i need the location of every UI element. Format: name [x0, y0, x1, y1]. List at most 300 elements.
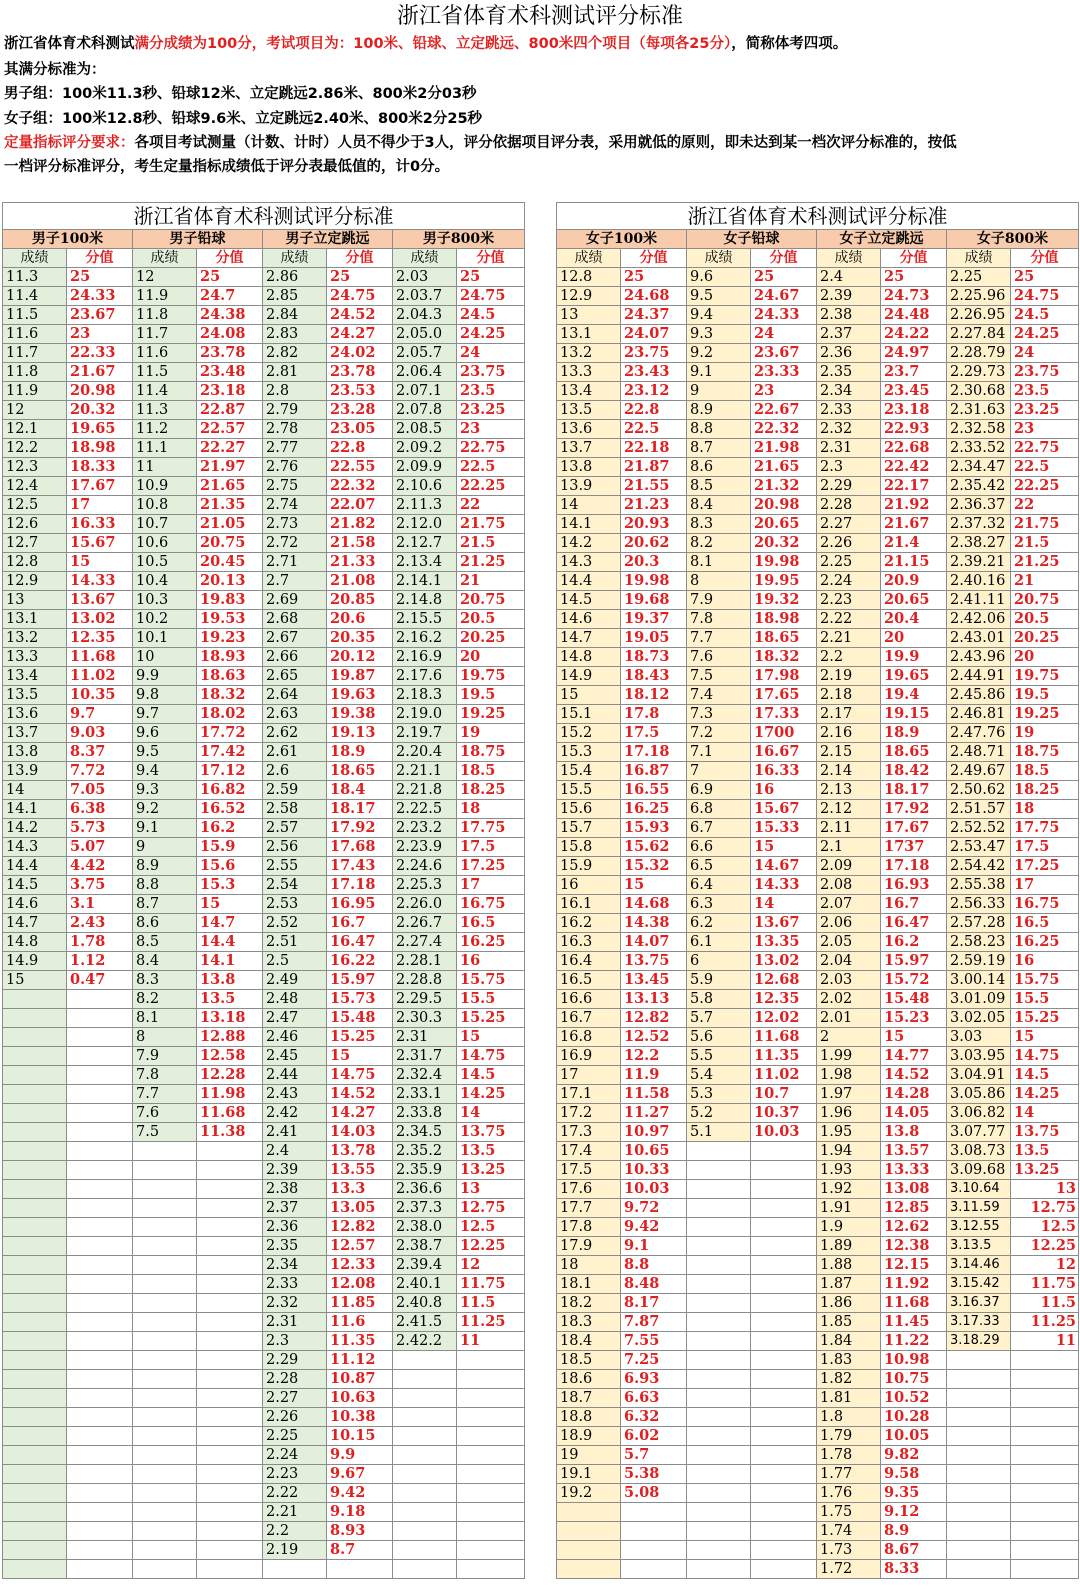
grade-cell: 17.6: [557, 1180, 621, 1199]
grade-cell: 7: [687, 762, 751, 781]
grade-cell: 2.3: [817, 458, 881, 477]
female-legend-row: [557, 249, 1079, 268]
grade-cell: 2.28.1: [393, 952, 457, 971]
score-cell: 15: [327, 1047, 393, 1066]
score-cell: 23.78: [327, 363, 393, 382]
grade-cell: 5.5: [687, 1047, 751, 1066]
score-cell: 22.68: [881, 439, 947, 458]
score-cell: 24.67: [751, 287, 817, 306]
grade-cell: [3, 1180, 67, 1199]
grade-cell: 15.9: [557, 857, 621, 876]
score-cell: 17.92: [327, 819, 393, 838]
score-cell: 4.42: [67, 857, 133, 876]
grade-cell: [557, 1522, 621, 1541]
grade-cell: 2.7: [263, 572, 327, 591]
grade-cell: 2.42.06: [947, 610, 1011, 629]
score-cell: 13.3: [327, 1180, 393, 1199]
grade-cell: 13.8: [557, 458, 621, 477]
grade-column-header: 成绩: [133, 249, 197, 268]
grade-cell: 2.40.1: [393, 1275, 457, 1294]
table-row: [557, 1446, 1079, 1465]
table-row: [3, 1503, 525, 1522]
score-cell: 17: [457, 876, 525, 895]
score-cell: 21.25: [1011, 553, 1079, 572]
grade-cell: 2.36.37: [947, 496, 1011, 515]
score-cell: 9.03: [67, 724, 133, 743]
score-cell: 11.25: [1011, 1313, 1079, 1332]
score-cell: 24.7: [197, 287, 263, 306]
score-cell: [67, 1446, 133, 1465]
score-cell: 22.93: [881, 420, 947, 439]
table-row: [3, 1332, 525, 1351]
score-cell: 20.75: [1011, 591, 1079, 610]
grade-cell: [3, 1332, 67, 1351]
table-row: [3, 933, 525, 952]
score-cell: 25: [881, 268, 947, 287]
score-cell: 15.9: [197, 838, 263, 857]
score-cell: 6.02: [621, 1427, 687, 1446]
score-cell: [67, 1180, 133, 1199]
score-cell: [751, 1237, 817, 1256]
score-cell: [1011, 1560, 1079, 1579]
grade-cell: 15: [557, 686, 621, 705]
grade-cell: [947, 1465, 1011, 1484]
score-cell: [197, 1446, 263, 1465]
score-cell: 17.75: [1011, 819, 1079, 838]
grade-cell: 3.00.14: [947, 971, 1011, 990]
grade-cell: 14.2: [557, 534, 621, 553]
score-cell: 1.78: [67, 933, 133, 952]
grade-cell: 2.6: [263, 762, 327, 781]
grade-cell: 14.4: [3, 857, 67, 876]
grade-cell: 3.03: [947, 1028, 1011, 1047]
score-cell: [457, 1541, 525, 1560]
score-cell: 8.67: [881, 1541, 947, 1560]
grade-cell: 2.22: [263, 1484, 327, 1503]
grade-cell: 8.5: [687, 477, 751, 496]
score-cell: 23.67: [751, 344, 817, 363]
score-column-header: 分值: [327, 249, 393, 268]
grade-cell: 6.3: [687, 895, 751, 914]
grade-cell: 10.5: [133, 553, 197, 572]
score-cell: 11.92: [881, 1275, 947, 1294]
grade-cell: 2.43.96: [947, 648, 1011, 667]
grade-cell: [133, 1332, 197, 1351]
grade-cell: 10.2: [133, 610, 197, 629]
grade-cell: 2.62: [263, 724, 327, 743]
table-row: [557, 1218, 1079, 1237]
grade-cell: 3.01.09: [947, 990, 1011, 1009]
score-cell: 19.4: [881, 686, 947, 705]
grade-cell: 2.43: [263, 1085, 327, 1104]
grade-cell: 2.81: [263, 363, 327, 382]
grade-cell: 9.1: [687, 363, 751, 382]
score-cell: [197, 1351, 263, 1370]
grade-cell: [133, 1446, 197, 1465]
grade-cell: 2.59.19: [947, 952, 1011, 971]
score-cell: 23.45: [881, 382, 947, 401]
score-cell: 18.43: [621, 667, 687, 686]
score-cell: 20.65: [881, 591, 947, 610]
score-cell: [197, 1389, 263, 1408]
grade-cell: 9.7: [133, 705, 197, 724]
grade-cell: 9.4: [133, 762, 197, 781]
grade-cell: 3.08.73: [947, 1142, 1011, 1161]
score-cell: 15.72: [881, 971, 947, 990]
female-event-header: 女子800米: [947, 230, 1079, 249]
score-cell: 22: [1011, 496, 1079, 515]
score-cell: [751, 1522, 817, 1541]
grade-cell: 8: [133, 1028, 197, 1047]
grade-cell: 1.87: [817, 1275, 881, 1294]
score-cell: 23.7: [881, 363, 947, 382]
grade-cell: 3.03.95: [947, 1047, 1011, 1066]
grade-cell: 18.1: [557, 1275, 621, 1294]
score-cell: 13.67: [67, 591, 133, 610]
grade-cell: 7.5: [687, 667, 751, 686]
grade-cell: 2.33: [817, 401, 881, 420]
grade-cell: 8.1: [133, 1009, 197, 1028]
grade-cell: 7.5: [133, 1123, 197, 1142]
score-cell: 22.87: [197, 401, 263, 420]
score-cell: 25: [621, 268, 687, 287]
grade-cell: 14.7: [3, 914, 67, 933]
grade-cell: 3.17.33: [947, 1313, 1011, 1332]
grade-cell: 13: [557, 306, 621, 325]
table-row: [3, 1218, 525, 1237]
grade-cell: 2.76: [263, 458, 327, 477]
score-cell: 22.67: [751, 401, 817, 420]
grade-cell: [687, 1142, 751, 1161]
table-row: [557, 990, 1079, 1009]
score-cell: 22.18: [621, 439, 687, 458]
grade-cell: 6.8: [687, 800, 751, 819]
score-cell: 21.75: [457, 515, 525, 534]
grade-cell: [947, 1351, 1011, 1370]
grade-cell: [393, 1408, 457, 1427]
score-cell: 11.68: [751, 1028, 817, 1047]
score-cell: 21.87: [621, 458, 687, 477]
grade-cell: 17.4: [557, 1142, 621, 1161]
table-row: [557, 857, 1079, 876]
grade-cell: 13.6: [557, 420, 621, 439]
score-cell: 15.97: [881, 952, 947, 971]
grade-cell: 2.78: [263, 420, 327, 439]
grade-cell: 1.98: [817, 1066, 881, 1085]
score-cell: 19.65: [67, 420, 133, 439]
grade-cell: 2.8: [263, 382, 327, 401]
grade-cell: 7.4: [687, 686, 751, 705]
grade-cell: 1.96: [817, 1104, 881, 1123]
score-cell: 24.33: [751, 306, 817, 325]
table-row: [3, 1560, 525, 1579]
score-cell: 18.75: [457, 743, 525, 762]
score-cell: [197, 1332, 263, 1351]
grade-cell: 2.26: [817, 534, 881, 553]
score-cell: 24.97: [881, 344, 947, 363]
grade-cell: 8.8: [687, 420, 751, 439]
grade-cell: 2.32.58: [947, 420, 1011, 439]
grade-cell: 2.32: [263, 1294, 327, 1313]
score-cell: 20.93: [621, 515, 687, 534]
score-cell: [67, 1465, 133, 1484]
table-row: [557, 1541, 1079, 1560]
score-cell: 17.25: [457, 857, 525, 876]
grade-cell: 9.9: [133, 667, 197, 686]
score-cell: 19.32: [751, 591, 817, 610]
score-cell: 16.52: [197, 800, 263, 819]
grade-cell: 1.75: [817, 1503, 881, 1522]
score-cell: [67, 1389, 133, 1408]
score-cell: 22.8: [621, 401, 687, 420]
score-cell: 15.62: [621, 838, 687, 857]
table-row: [557, 1104, 1079, 1123]
score-cell: 16.33: [67, 515, 133, 534]
grade-cell: [393, 1503, 457, 1522]
score-cell: 10.03: [621, 1180, 687, 1199]
grade-cell: 2.79: [263, 401, 327, 420]
grade-cell: [133, 1389, 197, 1408]
grade-cell: [393, 1389, 457, 1408]
score-cell: 24: [1011, 344, 1079, 363]
table-row: [3, 1427, 525, 1446]
grade-cell: 2.12.7: [393, 534, 457, 553]
intro-line-1: [4, 34, 1078, 54]
score-cell: 24.02: [327, 344, 393, 363]
grade-cell: 14.9: [557, 667, 621, 686]
score-cell: 11.5: [1011, 1294, 1079, 1313]
score-cell: 14.77: [881, 1047, 947, 1066]
grade-cell: 2.65: [263, 667, 327, 686]
grade-cell: [3, 1484, 67, 1503]
score-cell: [1011, 1427, 1079, 1446]
grade-cell: [3, 1237, 67, 1256]
grade-cell: 6.4: [687, 876, 751, 895]
score-cell: 14.28: [881, 1085, 947, 1104]
score-cell: 17.42: [197, 743, 263, 762]
score-cell: 13.02: [751, 952, 817, 971]
table-row: [557, 648, 1079, 667]
male-event-header: 男子800米: [393, 230, 525, 249]
grade-cell: 17.9: [557, 1237, 621, 1256]
score-cell: 21: [457, 572, 525, 591]
score-cell: 17.72: [197, 724, 263, 743]
score-cell: 10.97: [621, 1123, 687, 1142]
score-cell: 14: [457, 1104, 525, 1123]
table-row: [3, 1085, 525, 1104]
score-cell: 13.55: [327, 1161, 393, 1180]
grade-cell: 2.24: [263, 1446, 327, 1465]
score-cell: 20.75: [197, 534, 263, 553]
score-cell: 5.38: [621, 1465, 687, 1484]
grade-cell: 2.06.4: [393, 363, 457, 382]
grade-cell: 2.38: [263, 1180, 327, 1199]
score-cell: 23.53: [327, 382, 393, 401]
grade-cell: [3, 1389, 67, 1408]
grade-cell: 2.3: [263, 1332, 327, 1351]
score-cell: 16: [457, 952, 525, 971]
score-cell: 8.93: [327, 1522, 393, 1541]
grade-cell: 14.4: [557, 572, 621, 591]
table-row: [3, 363, 525, 382]
score-cell: 14.52: [327, 1085, 393, 1104]
score-cell: 18.25: [1011, 781, 1079, 800]
score-cell: 10.7: [751, 1085, 817, 1104]
score-cell: 21.4: [881, 534, 947, 553]
score-cell: [751, 1484, 817, 1503]
grade-cell: [687, 1294, 751, 1313]
grade-cell: 2.35: [263, 1237, 327, 1256]
table-row: [3, 686, 525, 705]
score-cell: 22.5: [621, 420, 687, 439]
score-cell: [457, 1560, 525, 1579]
score-cell: [67, 1123, 133, 1142]
score-cell: 19.25: [457, 705, 525, 724]
grade-cell: 11.3: [133, 401, 197, 420]
table-row: [557, 515, 1079, 534]
table-row: [3, 1104, 525, 1123]
score-cell: 24: [457, 344, 525, 363]
grade-cell: 1.85: [817, 1313, 881, 1332]
grade-cell: 2.16.2: [393, 629, 457, 648]
grade-cell: 3.14.46: [947, 1256, 1011, 1275]
table-row: [557, 420, 1079, 439]
score-cell: 1737: [881, 838, 947, 857]
score-cell: 12.2: [621, 1047, 687, 1066]
grade-cell: 17.1: [557, 1085, 621, 1104]
table-row: [557, 895, 1079, 914]
table-row: [557, 1370, 1079, 1389]
grade-cell: 14.3: [557, 553, 621, 572]
grade-cell: 2.41.5: [393, 1313, 457, 1332]
score-cell: 7.05: [67, 781, 133, 800]
score-cell: 24.07: [621, 325, 687, 344]
score-cell: 18.98: [751, 610, 817, 629]
grade-cell: 13.3: [3, 648, 67, 667]
score-cell: 18.02: [197, 705, 263, 724]
grade-cell: 1.83: [817, 1351, 881, 1370]
grade-cell: [133, 1313, 197, 1332]
score-cell: 11.98: [197, 1085, 263, 1104]
score-cell: 10.98: [881, 1351, 947, 1370]
grade-cell: 2.75: [263, 477, 327, 496]
table-row: [3, 306, 525, 325]
score-cell: 11.68: [197, 1104, 263, 1123]
score-cell: [67, 1028, 133, 1047]
grade-cell: 2.03: [817, 971, 881, 990]
grade-cell: [133, 1180, 197, 1199]
grade-cell: [3, 1351, 67, 1370]
table-row: [3, 705, 525, 724]
grade-cell: 11.1: [133, 439, 197, 458]
grade-cell: 2.33.8: [393, 1104, 457, 1123]
table-row: [3, 800, 525, 819]
score-cell: 11.75: [1011, 1275, 1079, 1294]
grade-cell: 2.67: [263, 629, 327, 648]
grade-cell: [947, 1446, 1011, 1465]
score-cell: 12.82: [327, 1218, 393, 1237]
score-cell: 6.93: [621, 1370, 687, 1389]
grade-cell: 13.1: [3, 610, 67, 629]
grade-cell: 7.6: [133, 1104, 197, 1123]
grade-cell: 2.63: [263, 705, 327, 724]
score-cell: 11.27: [621, 1104, 687, 1123]
female-event-header: 女子铅球: [687, 230, 817, 249]
score-cell: [67, 1256, 133, 1275]
score-cell: 23.75: [1011, 363, 1079, 382]
score-cell: 15.25: [1011, 1009, 1079, 1028]
grade-cell: 2.71: [263, 553, 327, 572]
score-cell: 20.13: [197, 572, 263, 591]
grade-cell: 3.16.37: [947, 1294, 1011, 1313]
female-event-header: 女子立定跳远: [817, 230, 947, 249]
grade-cell: [687, 1503, 751, 1522]
score-cell: 17: [1011, 876, 1079, 895]
grade-cell: 2.27: [263, 1389, 327, 1408]
score-cell: 11.9: [621, 1066, 687, 1085]
score-cell: [67, 1218, 133, 1237]
table-row: [557, 1465, 1079, 1484]
score-cell: [67, 1313, 133, 1332]
table-row: [557, 1275, 1079, 1294]
grade-cell: [3, 1408, 67, 1427]
score-cell: [197, 1484, 263, 1503]
score-cell: 18.98: [67, 439, 133, 458]
grade-cell: 6.2: [687, 914, 751, 933]
score-cell: 13.08: [881, 1180, 947, 1199]
table-row: [557, 971, 1079, 990]
grade-cell: [133, 1560, 197, 1579]
score-cell: 17.8: [621, 705, 687, 724]
grade-cell: 2.59: [263, 781, 327, 800]
score-cell: 12.28: [197, 1066, 263, 1085]
score-cell: 14.03: [327, 1123, 393, 1142]
grade-cell: 9.4: [687, 306, 751, 325]
score-cell: 19.63: [327, 686, 393, 705]
score-cell: 15.25: [327, 1028, 393, 1047]
score-cell: 14.75: [327, 1066, 393, 1085]
intro-scoring-rule: [4, 133, 1078, 153]
grade-cell: [3, 1522, 67, 1541]
grade-cell: 3.12.55: [947, 1218, 1011, 1237]
grade-cell: 8.8: [133, 876, 197, 895]
grade-cell: 10.8: [133, 496, 197, 515]
grade-cell: 13.2: [557, 344, 621, 363]
table-row: [557, 1389, 1079, 1408]
grade-cell: 12: [3, 401, 67, 420]
grade-cell: 16.9: [557, 1047, 621, 1066]
table-row: [557, 1503, 1079, 1522]
score-cell: 16.25: [1011, 933, 1079, 952]
grade-cell: 2.23: [263, 1465, 327, 1484]
score-cell: 13.5: [1011, 1142, 1079, 1161]
male-event-header: 男子立定跳远: [263, 230, 393, 249]
document-title: 浙江省体育术科测试评分标准: [396, 4, 683, 29]
score-cell: 19.37: [621, 610, 687, 629]
score-cell: [457, 1351, 525, 1370]
table-row: [557, 1180, 1079, 1199]
grade-cell: [133, 1256, 197, 1275]
grade-cell: 12.8: [557, 268, 621, 287]
score-cell: 9.18: [327, 1503, 393, 1522]
score-cell: 12.88: [197, 1028, 263, 1047]
score-cell: [67, 1370, 133, 1389]
male-event-header: 男子铅球: [133, 230, 263, 249]
grade-cell: [3, 1123, 67, 1142]
score-cell: 21.98: [751, 439, 817, 458]
score-cell: 21.15: [881, 553, 947, 572]
table-row: [3, 1180, 525, 1199]
